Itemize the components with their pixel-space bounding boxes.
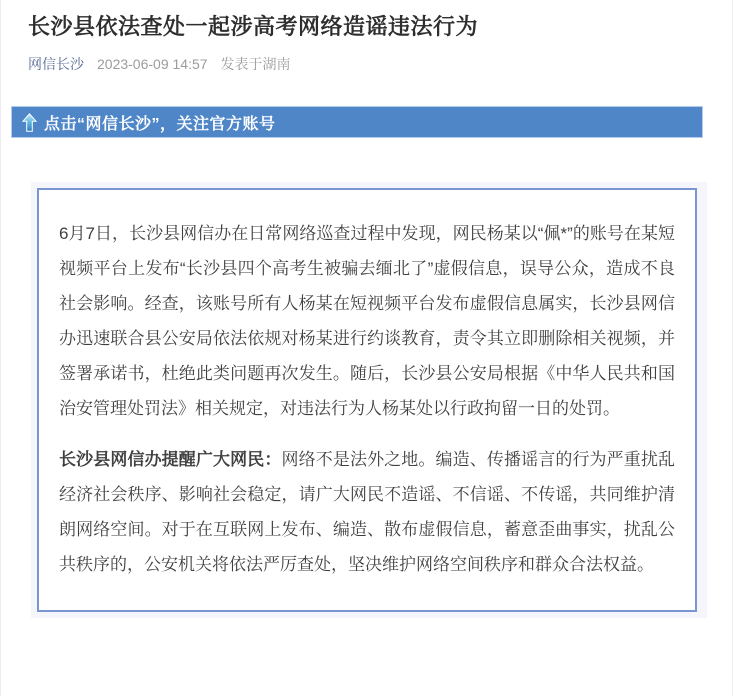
article-paragraph-main: 6月7日，长沙县网信办在日常网络巡查过程中发现，网民杨某以“佩*”的账号在某短视频平台上发布“长沙县四个高考生被骗去缅北了”虚假信息，误导公众，造成不良社会影响。经查，该账号所有人杨某在短视频平台发布虚假信息属实，长沙县网信办迅速联合县公安局依法依规对杨某进行约谈教育，责令其立即删除相关视频，并签署承诺书，杜绝此类问题再次发生。随后，长沙县公安局根据《中华人民共和国治安管理处罚法》相关规定，对违法行为人杨某处以行政拘留一日的处罚。 (59, 224, 675, 418)
article-body-section (31, 182, 707, 618)
article-paragraph-reminder (59, 442, 675, 582)
reminder-lead-text: 长沙县网信办提醒广大网民： (59, 450, 282, 469)
publish-datetime: 2023-06-09 14:57 (97, 56, 208, 72)
reminder-body-text: 网络不是法外之地。编造、传播谣言的行为严重扰乱经济社会秩序、影响社会稳定，请广大网民不造谣、不信谣、不传谣，共同维护清朗网络空间。对于在互联网上发布、编造、散布虚假信息，蓄意歪曲事实，扰乱公共秩序的，公安机关将依法严厉查处，坚决维护网络空间秩序和群众合法权益。 (59, 450, 676, 574)
article-body-box (37, 188, 697, 612)
up-arrow-icon (22, 113, 37, 132)
account-name-link[interactable]: 网信长沙 (28, 56, 84, 72)
follow-banner[interactable] (11, 106, 703, 138)
follow-banner-text: 点击“网信长沙”，关注官方账号 (44, 115, 276, 133)
publish-location: 发表于湖南 (220, 56, 291, 72)
article-title: 长沙县依法查处一起涉高考网络造谣违法行为 (28, 14, 479, 39)
article-meta-row (1, 42, 732, 74)
